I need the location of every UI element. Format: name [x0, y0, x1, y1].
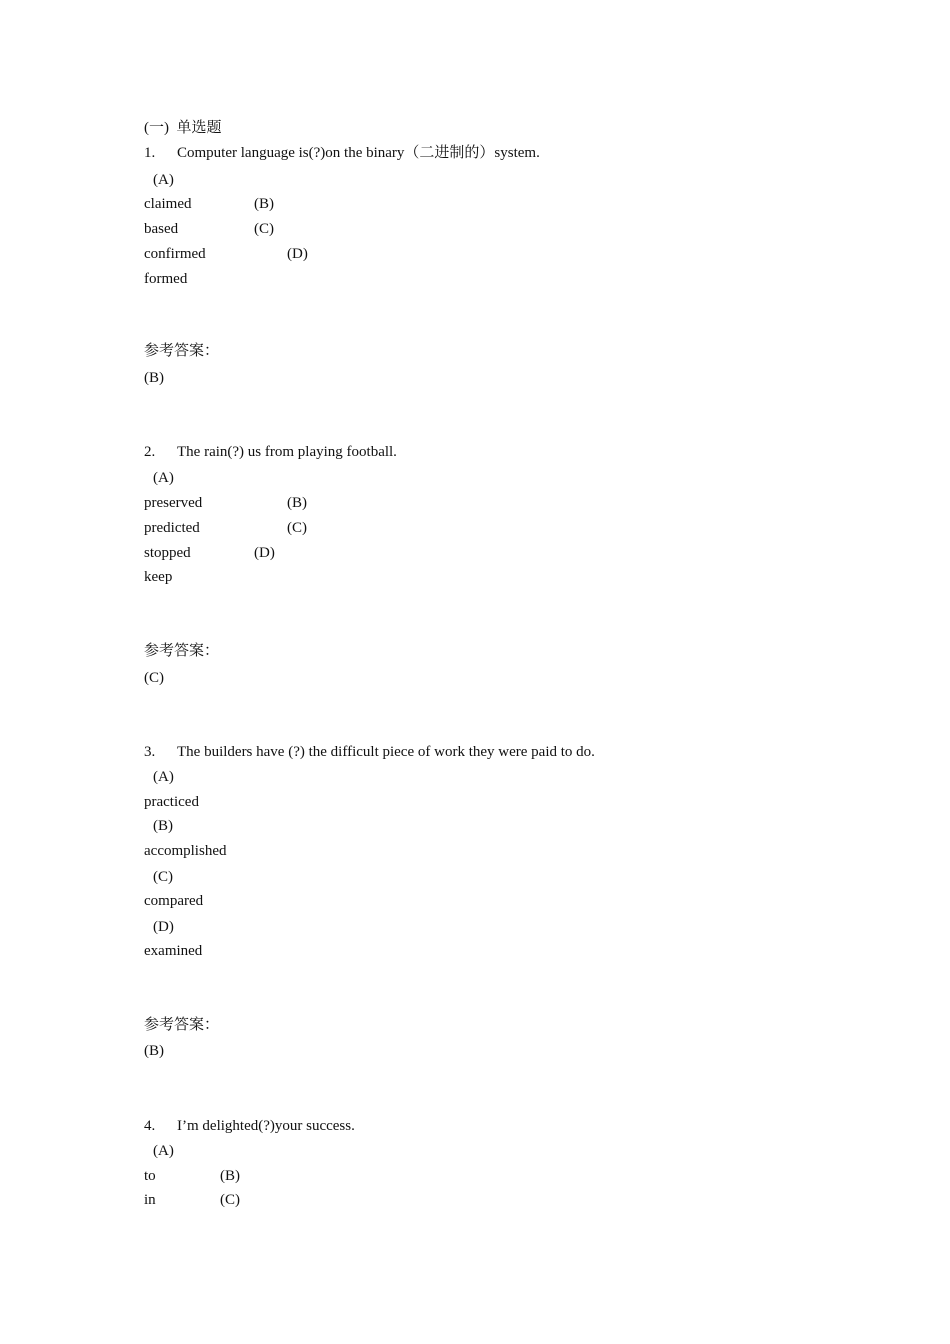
question-1-option-c-text: confirmed [144, 246, 206, 262]
question-3-stem: The builders have (?) the difficult piece of work they were paid to do. [177, 744, 595, 760]
question-3-option-d-label: (D) [153, 919, 174, 935]
question-2-number: 2. [144, 444, 156, 460]
question-4-option-a-label: (A) [153, 1143, 174, 1159]
question-1-stem: Computer language is(?)on the binary（二进制的）system. [177, 145, 540, 161]
question-3-option-c-text: compared [144, 893, 204, 909]
question-3-option-a-text: practiced [144, 794, 199, 810]
question-2-option-a-label: (A) [153, 470, 174, 486]
question-2-stem: The rain(?) us from playing football. [177, 444, 397, 460]
question-1-option-a-label: (A) [153, 172, 174, 188]
question-4-option-c-label: (C) [220, 1192, 240, 1208]
question-3-option-c-label: (C) [153, 869, 173, 885]
question-2-option-a-text: preserved [144, 495, 203, 511]
question-1-option-d-text: formed [144, 271, 188, 287]
question-1-option-b-label: (B) [254, 196, 274, 212]
question-1-answer: (B) [144, 370, 164, 386]
question-1-number: 1. [144, 145, 156, 161]
question-2-option-b-text: predicted [144, 520, 200, 536]
question-2-option-b-label: (B) [287, 495, 307, 511]
question-1-option-d-label: (D) [287, 246, 308, 262]
question-3-option-d-text: examined [144, 943, 203, 959]
question-2-option-c-text: stopped [144, 545, 191, 561]
question-1-answer-label: 参考答案： [144, 343, 220, 359]
question-3-option-b-text: accomplished [144, 843, 227, 859]
question-2-option-d-label: (D) [254, 545, 275, 561]
question-4-option-b-text: in [144, 1192, 156, 1208]
question-2-answer-label: 参考答案： [144, 643, 220, 659]
question-1-option-b-text: based [144, 221, 179, 237]
question-4-stem: I’m delighted(?)your success. [177, 1118, 355, 1134]
question-3-option-b-label: (B) [153, 818, 173, 834]
question-4-option-a-text: to [144, 1168, 156, 1184]
question-3-answer-label: 参考答案： [144, 1017, 220, 1033]
section-title: (一) 单选题 [144, 120, 222, 136]
question-2-option-d-text: keep [144, 569, 173, 585]
question-1-option-c-label: (C) [254, 221, 274, 237]
question-3-option-a-label: (A) [153, 769, 174, 785]
question-1-option-a-text: claimed [144, 196, 192, 212]
question-3-number: 3. [144, 744, 156, 760]
question-2-option-c-label: (C) [287, 520, 307, 536]
question-2-answer: (C) [144, 670, 164, 686]
question-4-number: 4. [144, 1118, 156, 1134]
question-3-answer: (B) [144, 1043, 164, 1059]
question-4-option-b-label: (B) [220, 1168, 240, 1184]
